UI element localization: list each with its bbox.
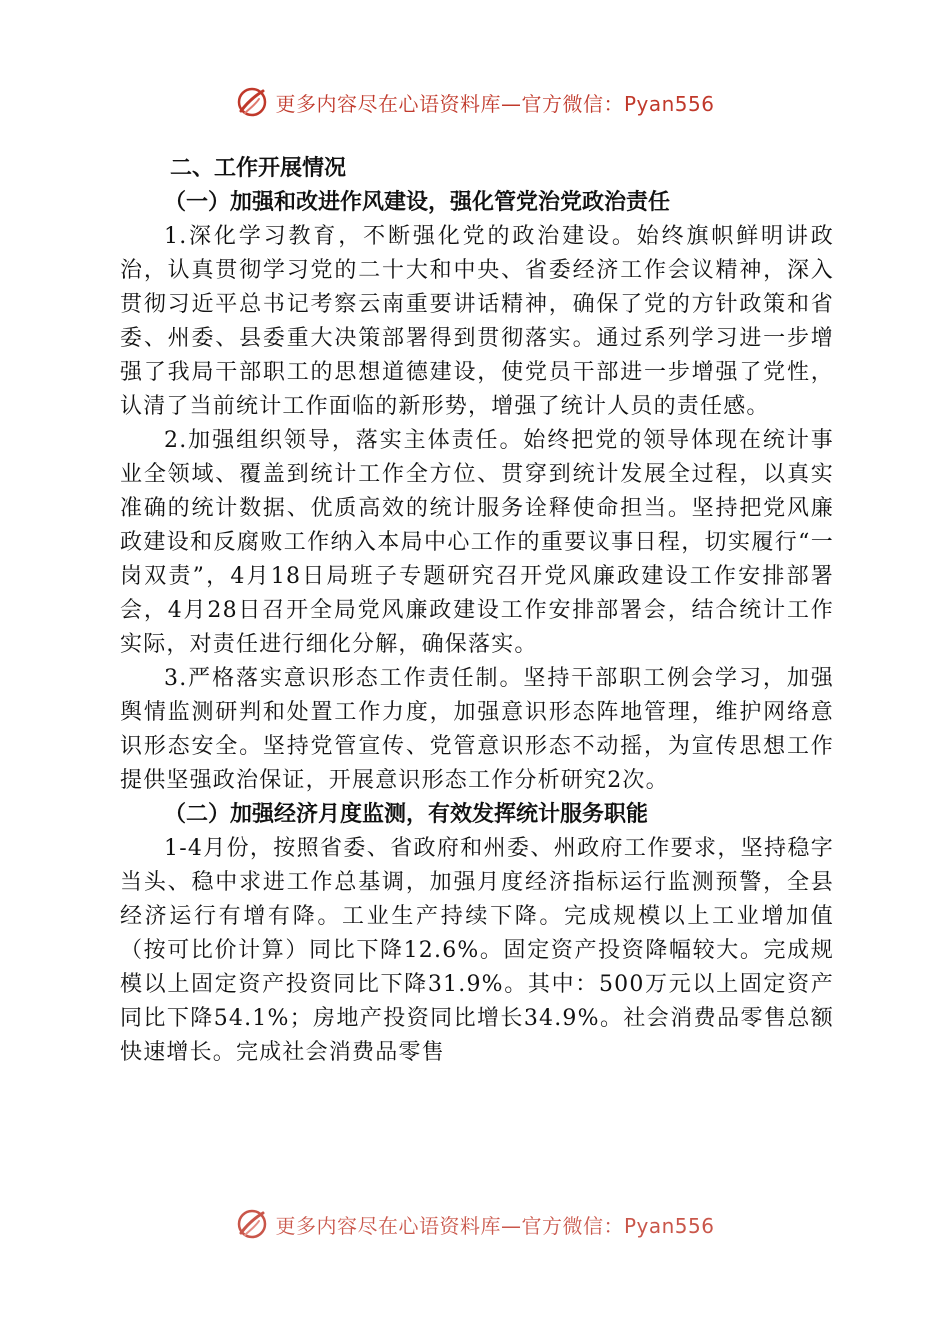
brush-logo-icon <box>235 85 269 119</box>
subsection-heading-1: （一）加强和改进作风建设，强化管党治党政治责任 <box>164 190 671 215</box>
paragraph-2: 2.加强组织领导，落实主体责任。始终把党的领导体现在统计事业全领域、覆盖到统计工作全方位、贯穿到统计发展全过程，以真实准确的统计数据、优质高效的统计服务诠释使命担当。坚持把党风廉政建设和反腐败工作纳入本局中心工作的重要议事日程，切实履行“一岗双责”，4月18日局班子专题研究召开党风廉政建设工作安排部署会，4月28日召开全局党风廉政建设工作安排部署会，结合统计工作实际，对责任进行细化分解，确保落实。 <box>120 428 834 657</box>
section-heading: 二、工作开展情况 <box>170 156 347 181</box>
watermark-banner-bottom <box>0 1202 950 1246</box>
document-body <box>120 152 834 1070</box>
watermark-text: 更多内容尽在心语资料库—官方微信：Pyan556 <box>275 91 715 116</box>
paragraph-3: 3.严格落实意识形态工作责任制。坚持干部职工例会学习，加强舆情监测研判和处置工作力度，加强意识形态阵地管理，维护网络意识形态安全。坚持党管宣传、党管意识形态不动摇，为宣传思想工作提供坚强政治保证，开展意识形态工作分析研究2次。 <box>120 666 834 793</box>
watermark-banner-top <box>0 80 950 124</box>
brush-logo-icon <box>235 1207 269 1241</box>
paragraph-4: 1-4月份，按照省委、省政府和州委、州政府工作要求，坚持稳字当头、稳中求进工作总基调，加强月度经济指标运行监测预警，全县经济运行有增有降。工业生产持续下降。完成规模以上工业增加值（按可比价计算）同比下降12.6%。固定资产投资降幅较大。完成规模以上固定资产投资同比下降31.9%。其中：500万元以上固定资产同比下降54.1%；房地产投资同比增长34.9%。社会消费品零售总额快速增长。完成社会消费品零售 <box>120 836 834 1065</box>
subsection-heading-2: （二）加强经济月度监测，有效发挥统计服务职能 <box>164 802 649 827</box>
watermark-text: 更多内容尽在心语资料库—官方微信：Pyan556 <box>275 1213 715 1238</box>
paragraph-1: 1.深化学习教育，不断强化党的政治建设。始终旗帜鲜明讲政治，认真贯彻学习党的二十大和中央、省委经济工作会议精神，深入贯彻习近平总书记考察云南重要讲话精神，确保了党的方针政策和省委、州委、县委重大决策部署得到贯彻落实。通过系列学习进一步增强了我局干部职工的思想道德建设，使党员干部进一步增强了党性，认清了当前统计工作面临的新形势，增强了统计人员的责任感。 <box>120 224 834 419</box>
